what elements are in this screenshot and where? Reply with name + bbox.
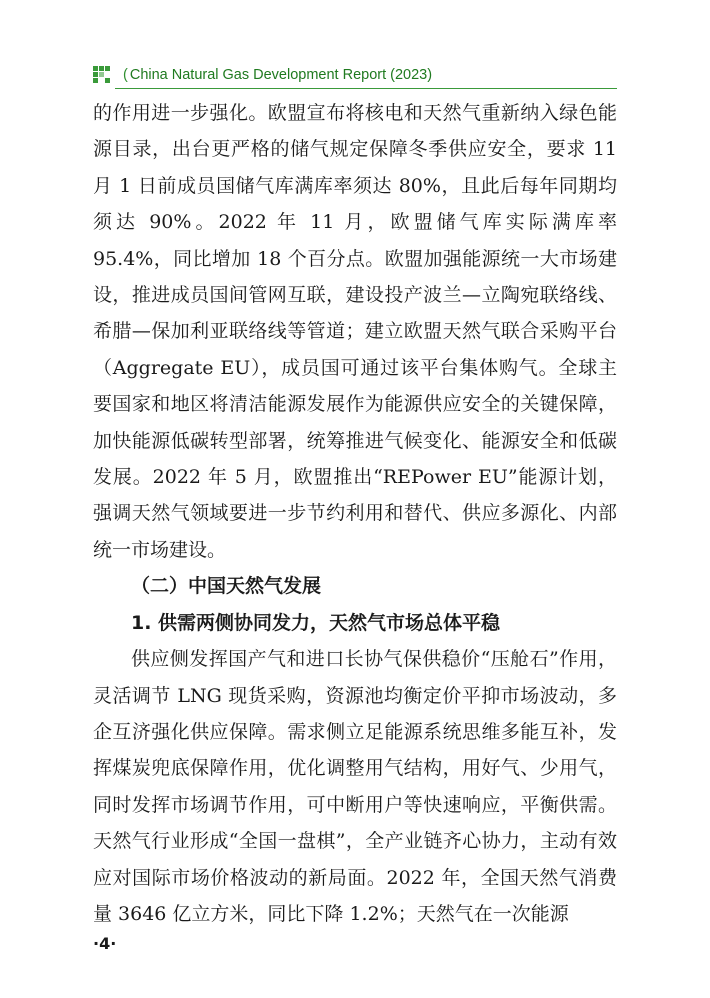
header-title: ( China Natural Gas Development Report (2023) [123, 67, 432, 83]
page-body [93, 95, 617, 932]
running-header [93, 66, 617, 88]
page-number: ·4· [93, 934, 117, 953]
header-rule [115, 88, 617, 89]
paragraph-continued: 的作用进一步强化。欧盟宣布将核电和天然气重新纳入绿色能源目录，出台更严格的储气规定保障冬季供应安全，要求 11 月 1 日前成员国储气库满库率须达 80%，且此后每年同期均须达 90%。2022 年 11 月，欧盟储气库实际满库率 95.4%，同比增加 18 个百分点。欧盟加强能源统一大市场建设，推进成员国间管网互联，建设投产波兰—立陶宛联络线、希腊—保加利亚联络线等管道；建立欧盟天然气联合采购平台（Aggregate EU），成员国可通过该平台集体购气。全球主要国家和地区将清洁能源发展作为能源供应安全的关键保障，加快能源低碳转型部署，统筹推进气候变化、能源安全和低碳发展。2022 年 5 月，欧盟推出“REPower EU”能源计划，强调天然气领域要进一步节约利用和替代、供应多源化、内部统一市场建设。 [93, 102, 617, 561]
paragraph-supply-demand: 供应侧发挥国产气和进口长协气保供稳价“压舱石”作用，灵活调节 LNG 现货采购，资源池均衡定价平抑市场波动，多企互济强化供应保障。需求侧立足能源系统思维多能互补，发挥煤炭兜底保障作用，优化调整用气结构，用好气、少用气，同时发挥市场调节作用，可中断用户等快速响应，平衡供需。天然气行业形成“全国一盘棋”，全产业链齐心协力，主动有效应对国际市场价格波动的新局面。2022 年，全国天然气消费量 3646 亿立方米，同比下降 1.2%；天然气在一次能源 [93, 648, 617, 925]
section-heading: （二）中国天然气发展 [131, 575, 322, 598]
subsection-heading: 1. 供需两侧协同发力，天然气市场总体平稳 [131, 611, 501, 634]
report-logo-icon [93, 66, 111, 84]
